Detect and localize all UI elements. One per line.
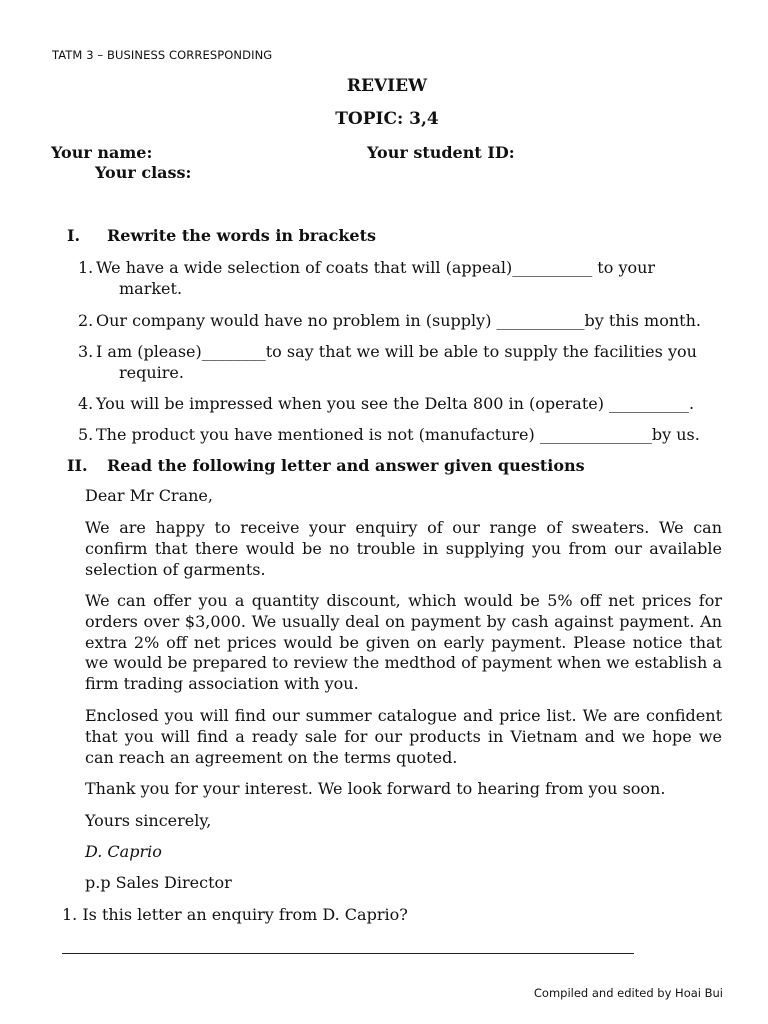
exercise-item xyxy=(78,393,718,414)
section-2-heading xyxy=(67,456,585,475)
section-1-number: I. xyxy=(67,226,81,245)
answer-line xyxy=(62,953,634,954)
item-text: Our company would have no problem in (supply) ___________by this month. xyxy=(96,311,701,330)
item-number: 1. xyxy=(78,258,94,277)
name-label: Your name: xyxy=(51,143,153,162)
letter-signer-position: p.p Sales Director xyxy=(85,873,232,892)
exercise-item xyxy=(78,341,718,383)
item-text: The product you have mentioned is not (manufacture) ______________by us. xyxy=(96,425,700,444)
letter-signature: D. Caprio xyxy=(85,842,162,861)
class-label: Your class: xyxy=(95,163,192,182)
item-number: 4. xyxy=(78,394,94,413)
item-text: I am (please)________to say that we will be able to supply the facilities you xyxy=(96,342,697,361)
section-2-number: II. xyxy=(67,456,88,475)
footer-credit: Compiled and edited by Hoai Bui xyxy=(533,986,723,1000)
item-number: 2. xyxy=(78,311,94,330)
section-1-title: Rewrite the words in brackets xyxy=(107,226,376,245)
question-text: Is this letter an enquiry from D. Caprio? xyxy=(82,905,408,924)
question-item xyxy=(62,904,408,925)
item-text-continued: market. xyxy=(119,279,183,298)
topic-title: TOPIC: 3,4 xyxy=(335,109,439,129)
student-id-label: Your student ID: xyxy=(367,143,515,162)
item-number: 5. xyxy=(78,425,94,444)
item-text-continued: require. xyxy=(119,363,184,382)
page-title: REVIEW xyxy=(346,76,428,96)
item-number: 3. xyxy=(78,342,94,361)
exercise-item xyxy=(78,310,718,331)
letter-paragraph-4: Thank you for your interest. We look forward to hearing from you soon. xyxy=(85,779,666,798)
letter-paragraph-1: We are happy to receive your enquiry of our range of sweaters. We can confirm that there would be no trouble in supplying you from our available selection of garments. xyxy=(85,518,722,579)
section-1-heading xyxy=(67,226,376,245)
letter-closing: Yours sincerely, xyxy=(85,811,212,830)
exercise-item xyxy=(78,257,718,299)
exercise-item xyxy=(78,424,718,445)
question-number: 1. xyxy=(62,905,78,924)
item-text: You will be impressed when you see the Delta 800 in (operate) __________. xyxy=(96,394,695,413)
letter-paragraph-3: Enclosed you will find our summer catalogue and price list. We are confident that you will find a ready sale for our products in Vietnam and we hope we can reach an agreement on the terms quoted. xyxy=(85,706,722,767)
document-header: TATM 3 – BUSINESS CORRESPONDING xyxy=(52,48,273,62)
letter-salutation: Dear Mr Crane, xyxy=(85,486,213,505)
item-text: We have a wide selection of coats that will (appeal)__________ to your xyxy=(96,258,656,277)
letter-paragraph-2: We can offer you a quantity discount, which would be 5% off net prices for orders over $3,000. We usually deal on payment by cash against payment. An extra 2% off net prices would be given on early payment. Please notice that we would be prepared to review the medthod of payment when we establish a firm trading association with you. xyxy=(85,591,722,694)
section-2-title: Read the following letter and answer given questions xyxy=(107,456,585,475)
